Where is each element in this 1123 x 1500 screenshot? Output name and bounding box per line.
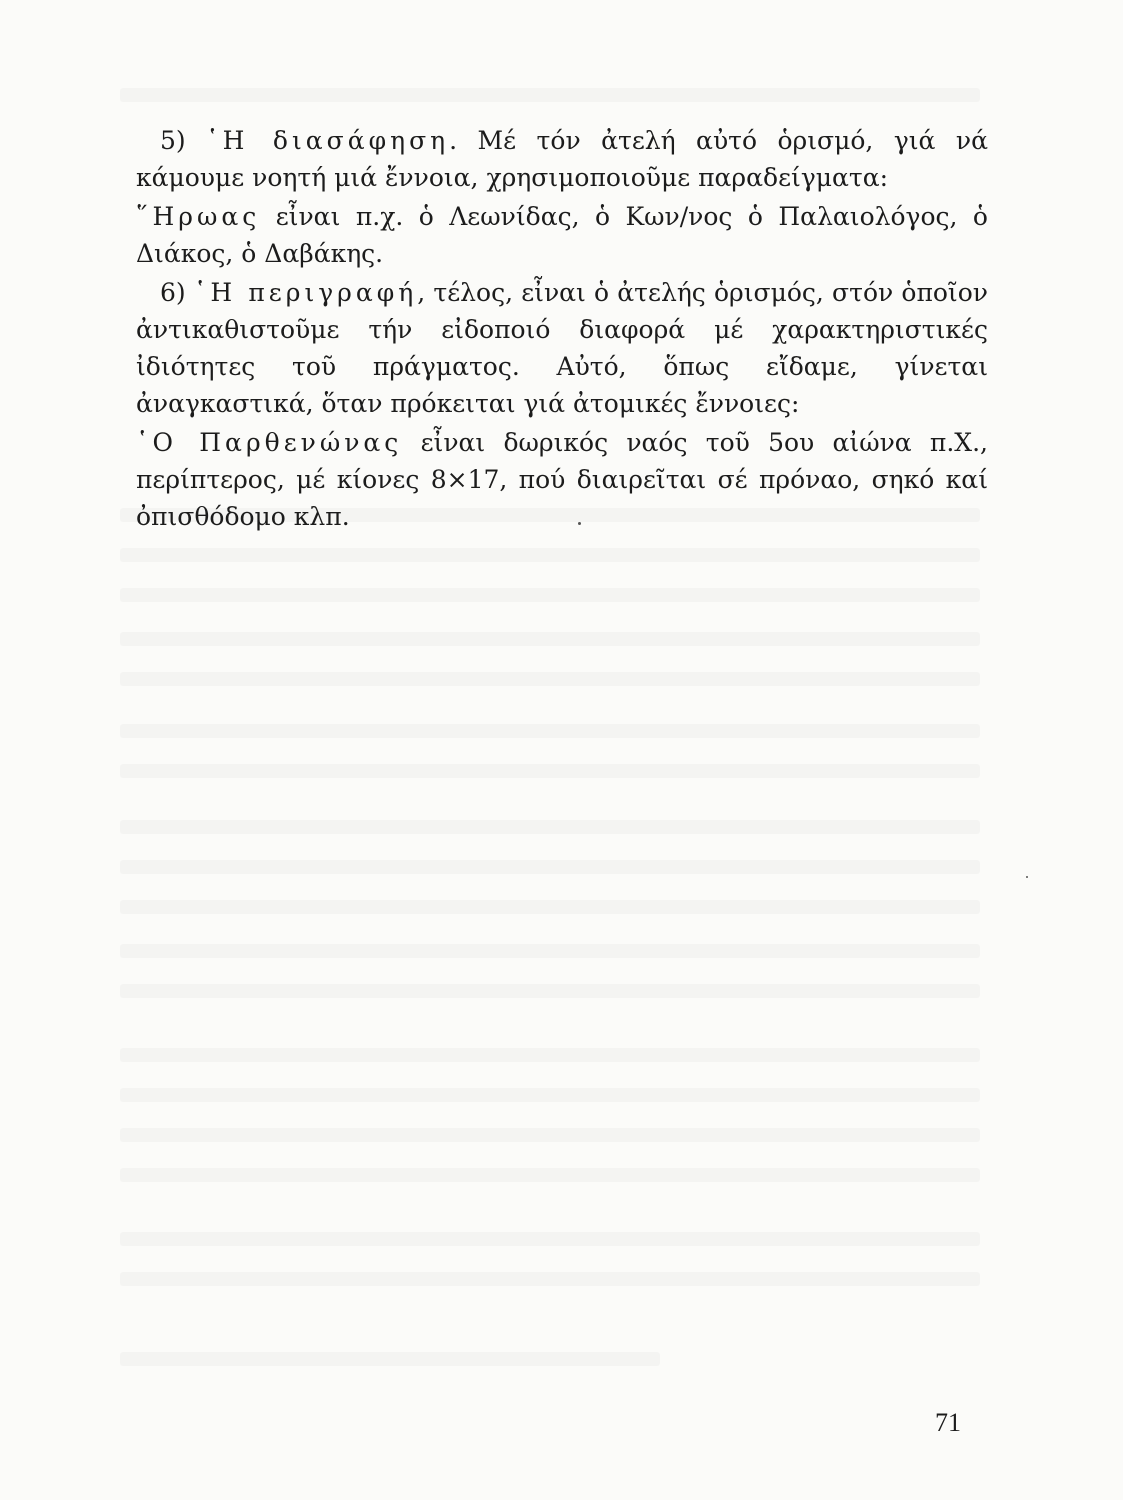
spaced-term: ῾Ο Παρθενώνας: [136, 428, 403, 457]
stray-mark: [1026, 876, 1028, 878]
text-run: εἶναι π.χ. ὁ Λεωνίδας, ὁ Κων/νος ὁ Παλαιολόγος, ὁ Διάκος, ὁ Δαβάκης.: [136, 202, 988, 268]
paragraph-definition-5: [136, 122, 988, 196]
text-run: εἶναι δωρικός ναός τοῦ 5ου αἰώνα π.Χ., περίπτερος, μέ κίονες 8×17, πού διαιρεῖται σέ πρόναο, σηκό καί ὀπισθόδομο κλπ.: [136, 428, 988, 531]
paragraph-example-5: [136, 198, 988, 272]
spaced-term: ῾Η περιγραφή: [193, 278, 418, 307]
spaced-term: ῾Η διασάφηση: [206, 126, 450, 155]
text-run: 5): [160, 126, 207, 155]
stray-mark: [578, 522, 581, 525]
text-run: 6): [160, 278, 194, 307]
text-run: , τέλος, εἶναι ὁ ἀτελής ὁρισμός, στόν ὁποῖον ἀντικαθιστοῦμε τήν εἰδοποιό διαφορά μέ χαρακτηριστικές ἰδιότητες τοῦ πράγματος. Αὐτό, ὅπως εἴδαμε, γίνεται ἀναγκαστικά, ὅταν πρόκειται γιά ἀτομικές ἔννοιες:: [136, 278, 988, 418]
spaced-term: ῞Ηρωας: [136, 202, 261, 231]
text-run: . Μέ τόν ἀτελή αὐτό ὁρισμό, γιά νά κάμουμε νοητή μιά ἔννοια, χρησιμοποιοῦμε παραδείγματα:: [136, 126, 988, 192]
paragraph-definition-6: [136, 274, 988, 422]
body-text: [136, 122, 988, 535]
page-number: 71: [935, 1408, 961, 1437]
paragraph-example-6: [136, 424, 988, 535]
